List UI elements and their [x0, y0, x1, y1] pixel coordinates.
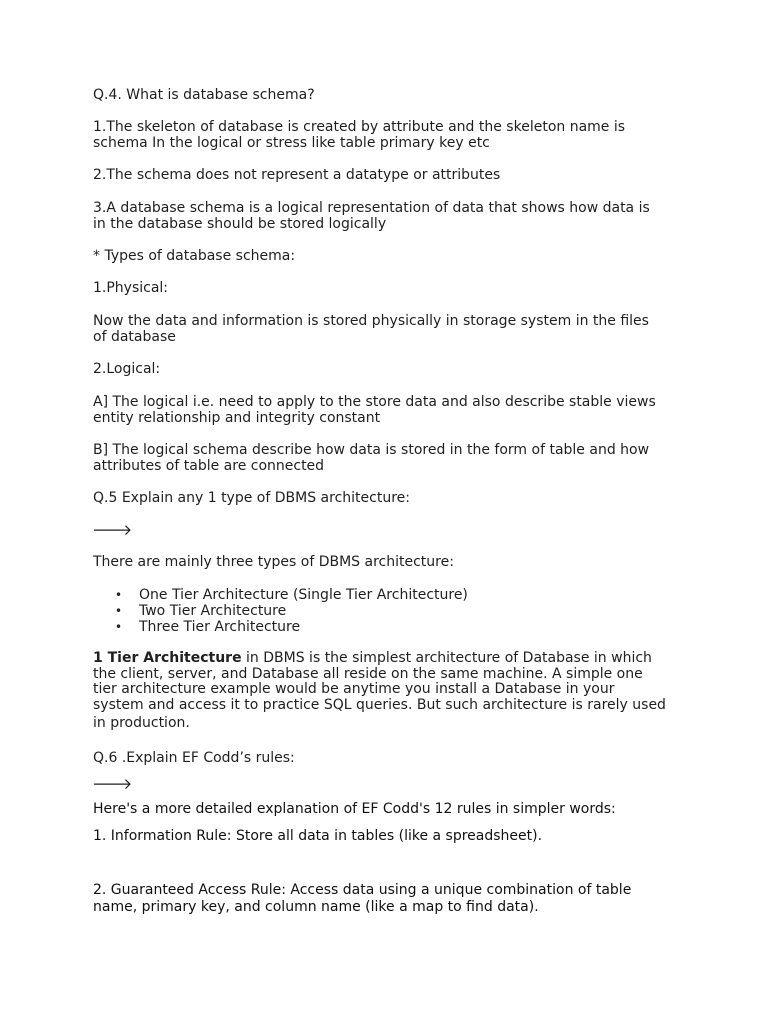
- list-item-text: Three Tier Architecture: [139, 619, 301, 635]
- q5-title: Q.5 Explain any 1 type of DBMS architecture:: [93, 490, 410, 506]
- q6-title: Q.6 .Explain EF Codd’s rules:: [93, 750, 295, 766]
- logical-point-b: [93, 443, 683, 474]
- text-line: in production.: [93, 715, 190, 731]
- bullet-icon: •: [115, 604, 123, 618]
- text-line: the client, server, and Database all reside on the same machine. A simple one: [93, 665, 643, 682]
- text-line: attributes of table are connected: [93, 457, 325, 474]
- list-item-text: Two Tier Architecture: [139, 603, 287, 619]
- text-line: Now the data and information is stored physically in storage system in the files: [93, 313, 649, 329]
- text-line: in the database should be stored logically: [93, 215, 387, 232]
- codd-rule-2: [93, 882, 683, 916]
- text-line: A] The logical i.e. need to apply to the store data and also describe stable views: [93, 394, 656, 410]
- text-line: 2. Guaranteed Access Rule: Access data using a unique combination of table: [93, 882, 632, 898]
- types-heading: * Types of database schema:: [93, 248, 296, 264]
- q6-intro: Here's a more detailed explanation of EF Codd's 12 rules in simpler words:: [93, 801, 616, 817]
- text-fragment: in DBMS is the simplest architecture of Database in which: [241, 650, 652, 666]
- q4-title: Q.4. What is database schema?: [93, 87, 315, 103]
- text-line: B] The logical schema describe how data is stored in the form of table and how: [93, 442, 650, 458]
- text-line: [93, 651, 683, 667]
- codd-rule-1: 1. Information Rule: Store all data in tables (like a spreadsheet).: [93, 828, 543, 844]
- q5-intro: There are mainly three types of DBMS architecture:: [93, 554, 454, 570]
- arrow-right-icon: 🡒: [92, 775, 133, 793]
- q4-point-2: 2.The schema does not represent a datatype or attributes: [93, 167, 501, 183]
- bold-term: 1 Tier Architecture: [93, 650, 242, 666]
- text-line: of database: [93, 328, 176, 345]
- list-item-text: One Tier Architecture (Single Tier Architecture): [139, 587, 468, 603]
- logical-heading: 2.Logical:: [93, 361, 161, 377]
- text-line: 3.A database schema is a logical representation of data that shows how data is: [93, 200, 650, 216]
- q4-point-1: [93, 120, 683, 151]
- arrow-right-icon: 🡒: [92, 521, 133, 539]
- q4-point-3: [93, 201, 683, 232]
- logical-point-a: [93, 395, 683, 426]
- physical-heading: 1.Physical:: [93, 280, 169, 296]
- text-line: schema In the logical or stress like table primary key etc: [93, 134, 490, 151]
- text-line: system and access it to practice SQL queries. But such architecture is rarely used: [93, 696, 666, 713]
- physical-text: [93, 314, 683, 345]
- text-line: 1.The skeleton of database is created by attribute and the skeleton name is: [93, 119, 626, 135]
- bullet-icon: •: [115, 588, 123, 602]
- text-line: tier architecture example would be anytime you install a Database in your: [93, 681, 615, 697]
- bullet-icon: •: [115, 620, 123, 634]
- text-line: entity relationship and integrity constant: [93, 409, 381, 426]
- q5-paragraph: [93, 651, 683, 732]
- text-line: name, primary key, and column name (like a map to find data).: [93, 899, 539, 915]
